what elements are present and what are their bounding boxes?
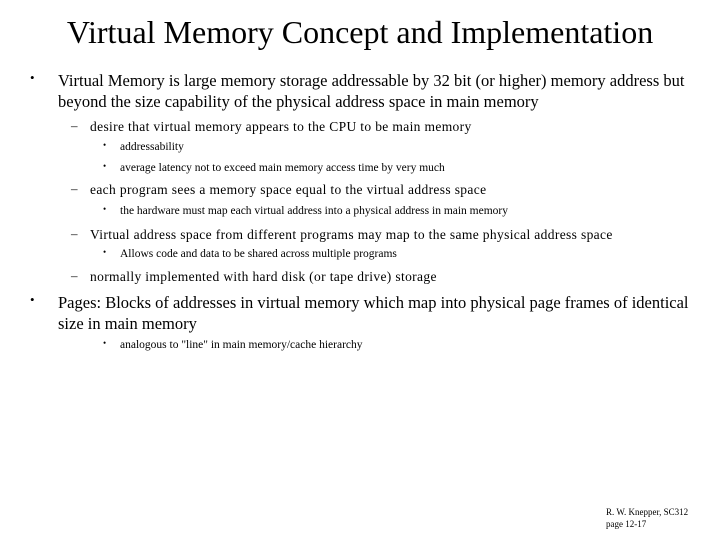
bullet-marker: • [30,292,35,307]
bullet-text: Virtual address space from different programs may map to the same physical address space [90,227,613,242]
footer-author: R. W. Knepper, SC312 [606,507,689,517]
bullet-text: each program sees a memory space equal to the virtual address space [90,182,487,197]
bullet-text: the hardware must map each virtual address into a physical address in main memory [120,205,509,217]
footer-page-number: page 12-17 [606,519,647,529]
bullet-text: analogous to "line" in main memory/cache hierarchy [120,339,363,351]
bullet-text: addressability [120,141,184,153]
dash-marker: – [71,181,78,196]
dash-marker: – [71,268,78,283]
bullet-marker: • [103,247,107,257]
bullet-text: Virtual Memory is large memory storage addressable by 32 bit (or higher) memory address but beyond the size capability of the physical address space in main memory [58,71,685,111]
bullet-text: average latency not to exceed main memory access time by very much [120,162,445,174]
dash-marker: – [71,226,78,241]
bullet-marker: • [103,140,107,150]
bullet-text: normally implemented with hard disk (or tape drive) storage [90,269,437,284]
bullet-marker: • [103,204,107,214]
bullet-text: Pages: Blocks of addresses in virtual memory which map into physical page frames of identical size in main memory [58,293,689,333]
dash-marker: – [71,118,78,133]
bullet-marker: • [103,161,107,171]
slide-title: Virtual Memory Concept and Implementation [66,14,654,50]
bullet-marker: • [30,70,35,85]
bullet-text: desire that virtual memory appears to the CPU to be main memory [90,119,472,134]
bullet-marker: • [103,338,107,348]
bullet-text: Allows code and data to be shared across multiple programs [120,248,397,260]
slide-footer [606,506,688,530]
